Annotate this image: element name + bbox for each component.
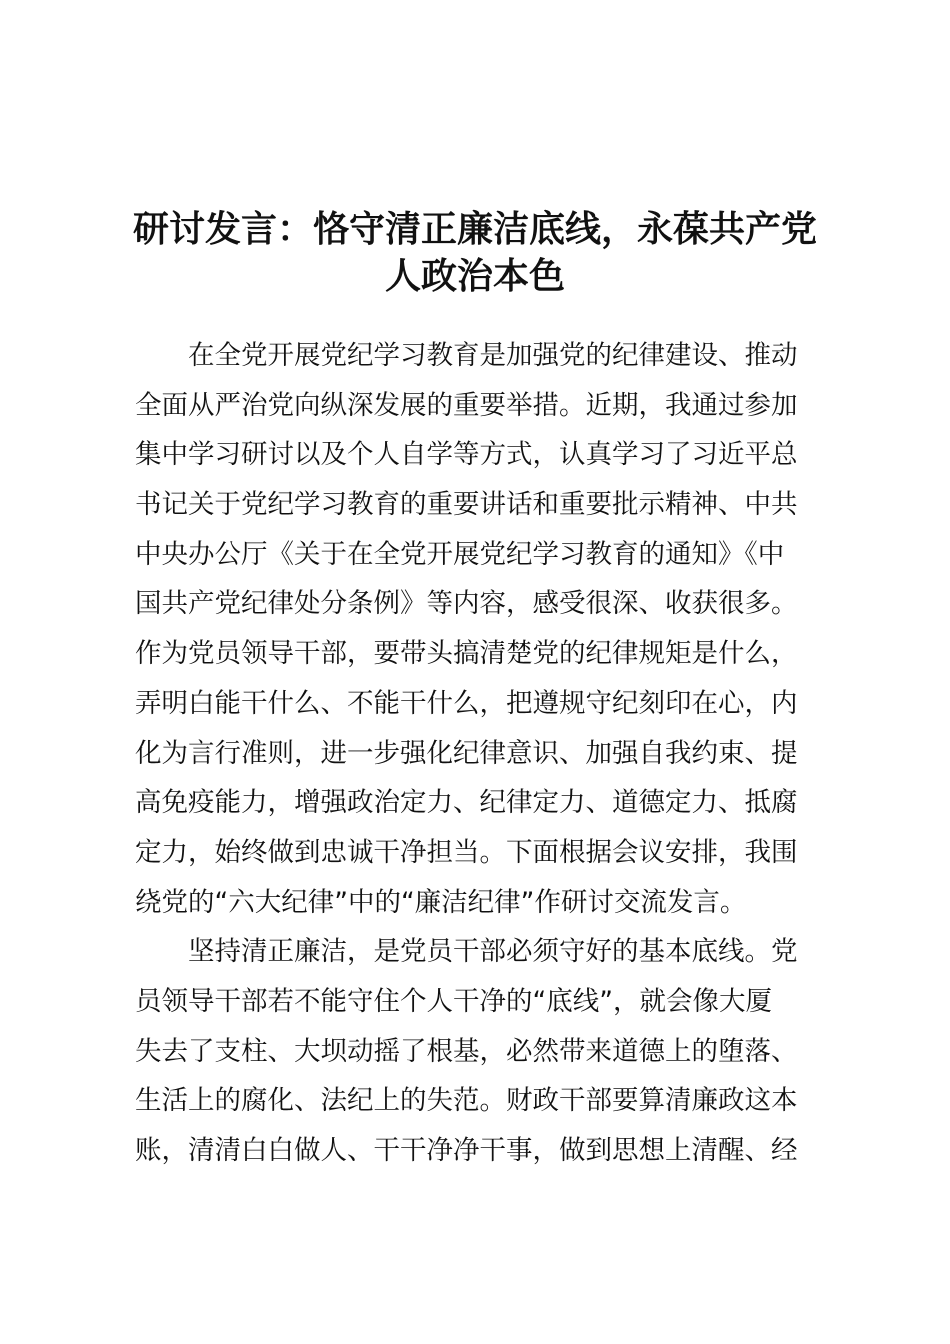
paragraph-2 — [135, 927, 835, 1175]
paragraph-line: 失去了支柱、大坝动摇了根基，必然带来道德上的堕落、 — [135, 1035, 798, 1067]
paragraph-line: 集中学习研讨以及个人自学等方式，认真学习了习近平总 — [135, 439, 798, 471]
paragraph-line: 中央办公厅《关于在全党开展党纪学习教育的通知》《中 — [135, 538, 785, 570]
title-line-2: 人政治本色 — [384, 256, 565, 297]
paragraph-line: 在全党开展党纪学习教育是加强党的纪律建设、推动 — [188, 340, 798, 371]
paragraph-line: 书记关于党纪学习教育的重要讲话和重要批示精神、中共 — [135, 489, 798, 521]
paragraph-line: 弄明白能干什么、不能干什么，把遵规守纪刻印在心，内 — [135, 687, 798, 719]
paragraph-1 — [135, 331, 835, 927]
paragraph-line: 化为言行准则，进一步强化纪律意识、加强自我约束、提 — [135, 737, 798, 769]
paragraph-line: 账，清清白白做人、干干净净干事，做到思想上清醒、经 — [135, 1135, 798, 1166]
paragraph-line: 坚持清正廉洁，是党员干部必须守好的基本底线。党 — [188, 936, 798, 968]
paragraph-line: 高免疫能力，增强政治定力、纪律定力、道德定力、抵腐 — [135, 787, 798, 819]
paragraph-line: 全面从严治党向纵深发展的重要举措。近期，我通过参加 — [135, 389, 798, 421]
title-line-1: 研讨发言：恪守清正廉洁底线，永葆共产党 — [132, 209, 817, 250]
paragraph-line: 国共产党纪律处分条例》等内容，感受很深、收获很多。 — [135, 588, 798, 620]
paragraph-line: 员领导干部若不能守住个人干净的“底线”，就会像大厦 — [135, 985, 772, 1017]
paragraph-line: 生活上的腐化、法纪上的失范。财政干部要算清廉政这本 — [135, 1085, 798, 1117]
document-title — [120, 206, 830, 300]
paragraph-line: 作为党员领导干部，要带头搞清楚党的纪律规矩是什么， — [135, 638, 798, 670]
document-body — [135, 331, 835, 1176]
paragraph-line: 定力，始终做到忠诚干净担当。下面根据会议安排，我围 — [135, 836, 798, 868]
paragraph-line: 绕党的“六大纪律”中的“廉洁纪律”作研讨交流发言。 — [135, 886, 747, 918]
